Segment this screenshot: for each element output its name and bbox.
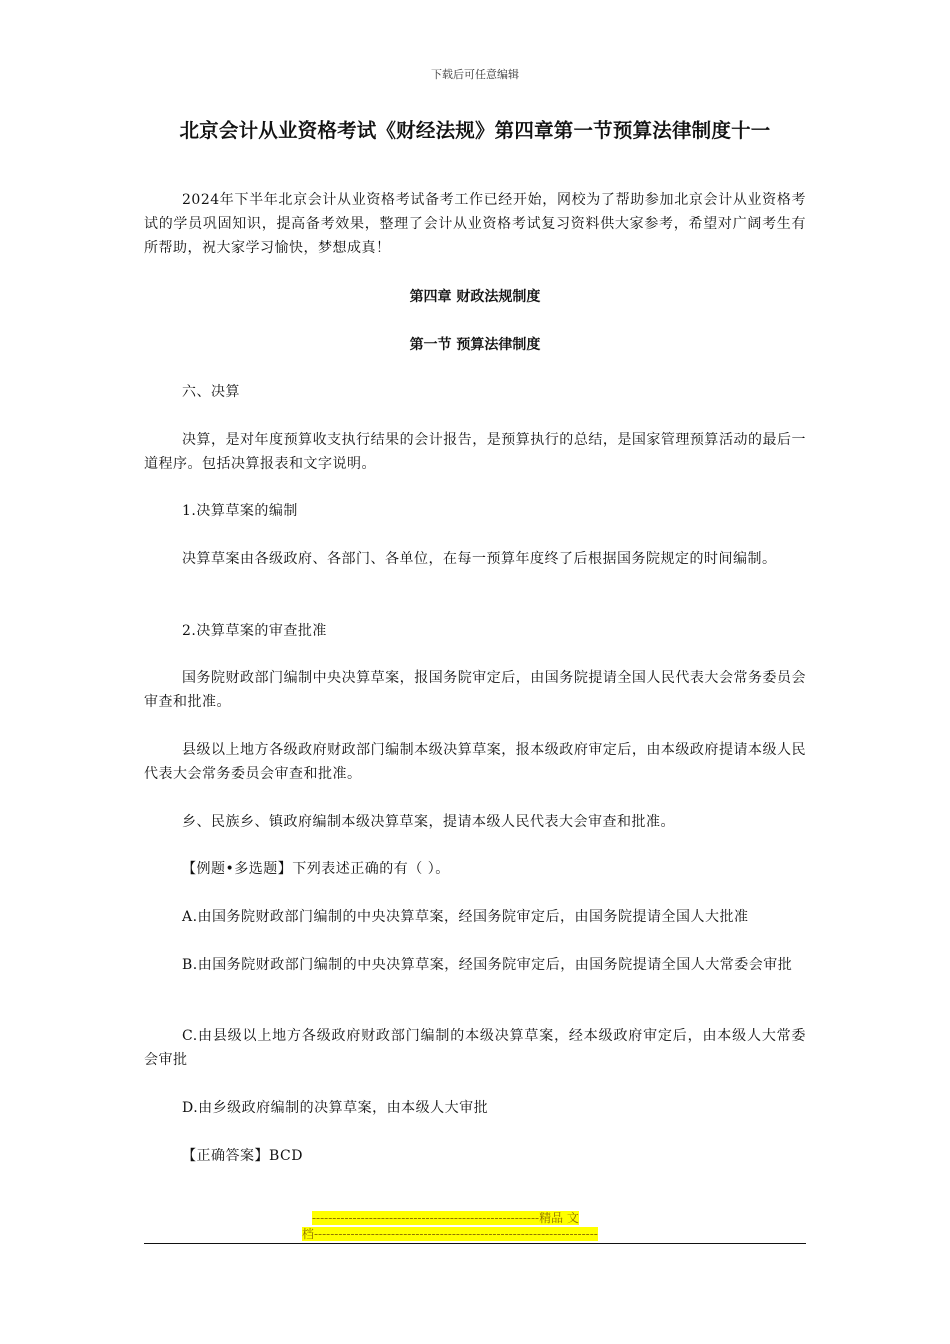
footer-divider bbox=[144, 1243, 806, 1244]
paragraph-subheading-2: 2.决算草案的审查批准 bbox=[182, 623, 327, 639]
paragraph-local: 县级以上地方各级政府财政部门编制本级决算草案，报本级政府审定后，由本级政府提请本级人民代表大会常务委员会审查和批准。 bbox=[144, 742, 806, 782]
chapter-heading: 第四章 财政法规制度 bbox=[409, 289, 541, 305]
paragraph-preparation: 决算草案由各级政府、各部门、各单位，在每一预算年度终了后根据国务院规定的时间编制。 bbox=[182, 551, 777, 567]
paragraph-township: 乡、民族乡、镇政府编制本级决算草案，提请本级人民代表大会审查和批准。 bbox=[182, 814, 675, 830]
header-note: 下载后可任意编辑 bbox=[431, 68, 519, 81]
document-page bbox=[144, 0, 806, 1344]
paragraph-final-accounts: 六、决算 bbox=[182, 384, 240, 400]
paragraph-central: 国务院财政部门编制中央决算草案，报国务院审定后，由国务院提请全国人民代表大会常务委员会审查和批准。 bbox=[144, 670, 806, 710]
paragraph-definition: 决算，是对年度预算收支执行结果的会计报告，是预算执行的总结，是国家管理预算活动的最后一道程序。包括决算报表和文字说明。 bbox=[144, 432, 806, 472]
paragraph-subheading-1: 1.决算草案的编制 bbox=[182, 503, 298, 519]
footer-watermark bbox=[302, 1210, 648, 1242]
intro-paragraph: 2024年下半年北京会计从业资格考试备考工作已经开始，网校为了帮助参加北京会计从业资格考试的学员巩固知识，提高备考效果，整理了会计从业资格考试复习资料供大家参考，希望对广阔考生有所帮助，祝大家学习愉快，梦想成真！ bbox=[144, 192, 806, 256]
option-a: A.由国务院财政部门编制的中央决算草案，经国务院审定后，由国务院提请全国人大批准 bbox=[182, 909, 749, 925]
option-d: D.由乡级政府编制的决算草案，由本级人大审批 bbox=[182, 1100, 489, 1116]
option-c: C.由县级以上地方各级政府财政部门编制的本级决算草案，经本级政府审定后，由本级人大常委会审批 bbox=[144, 1028, 806, 1068]
section-heading: 第一节 预算法律制度 bbox=[409, 337, 541, 353]
footer-line-2: 档---------------------------------------------------------------------- bbox=[302, 1227, 598, 1241]
correct-answer: 【正确答案】BCD bbox=[182, 1148, 303, 1164]
footer-line-1: --------------------------------------------------------精品 文 bbox=[312, 1211, 579, 1225]
page-title: 北京会计从业资格考试《财经法规》第四章第一节预算法律制度十一 bbox=[179, 119, 771, 142]
option-b: B.由国务院财政部门编制的中央决算草案，经国务院审定后，由国务院提请全国人大常委会审批 bbox=[182, 957, 793, 973]
example-question: 【例题•多选题】下列表述正确的有（ ）。 bbox=[182, 861, 450, 877]
